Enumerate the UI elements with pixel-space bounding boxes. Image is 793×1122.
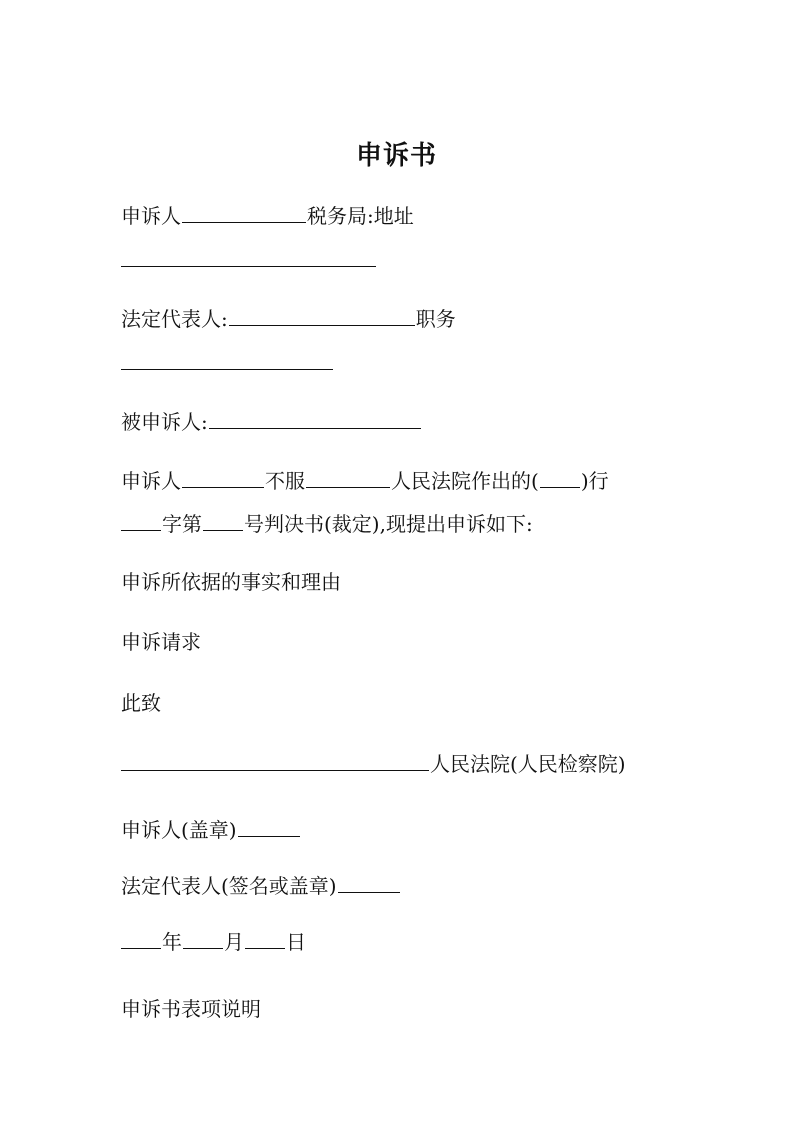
line-address-blank [121, 246, 377, 274]
line-position-blank [121, 349, 334, 377]
label-legal-representative: 法定代表人: [121, 307, 228, 331]
line-addressee-court [121, 750, 626, 778]
blank-year [540, 467, 580, 488]
blank-case-number [203, 510, 243, 531]
blank-court [306, 467, 390, 488]
line-appellant-tax-bureau [121, 202, 414, 230]
blank-appellant-name [182, 202, 306, 223]
label-legal-rep-signature: 法定代表人(签名或盖章) [121, 874, 337, 898]
line-legal-rep-signature [121, 872, 401, 900]
label-position: 职务 [415, 307, 456, 331]
blank-month [183, 928, 223, 949]
text-appellant: 申诉人 [121, 469, 181, 493]
blank-legal-rep-signature [338, 872, 400, 893]
text-to: 此致 [121, 691, 161, 715]
line-appeal-statement-1 [121, 467, 609, 495]
blank-appellant-seal [238, 816, 300, 837]
label-day: 日 [286, 930, 306, 954]
text-judgment: 号判决书(裁定),现提出申诉如下: [244, 512, 533, 536]
section-form-notes: 申诉书表项说明 [121, 997, 261, 1021]
line-date [121, 928, 306, 956]
label-month: 月 [224, 930, 244, 954]
blank-address [121, 246, 376, 267]
line-respondent [121, 408, 422, 436]
blank-appellant [182, 467, 264, 488]
label-appellant-seal: 申诉人(盖章) [121, 818, 237, 842]
section-appeal-request: 申诉请求 [121, 630, 201, 654]
blank-year-date [121, 928, 161, 949]
line-legal-representative [121, 305, 456, 333]
label-tax-bureau-address: 税务局:地址 [307, 204, 414, 228]
text-dissatisfied: 不服 [265, 469, 305, 493]
blank-day [245, 928, 285, 949]
blank-respondent [209, 408, 421, 429]
blank-legal-representative [229, 305, 415, 326]
text-admin: )行 [580, 469, 609, 493]
document-title: 申诉书 [355, 141, 437, 171]
text-court-made: 人民法院作出的( [391, 469, 539, 493]
section-facts-and-reasons: 申诉所依据的事实和理由 [121, 570, 341, 594]
line-appeal-statement-2 [121, 510, 533, 538]
label-year: 年 [162, 930, 182, 954]
blank-court-name [121, 750, 429, 771]
text-word-number: 字第 [162, 512, 202, 536]
text-court-procuratorate: 人民法院(人民检察院) [430, 752, 626, 776]
label-respondent: 被申诉人: [121, 410, 208, 434]
label-appellant: 申诉人 [121, 204, 181, 228]
blank-case-word [121, 510, 161, 531]
line-appellant-seal [121, 816, 301, 844]
blank-position [121, 349, 333, 370]
